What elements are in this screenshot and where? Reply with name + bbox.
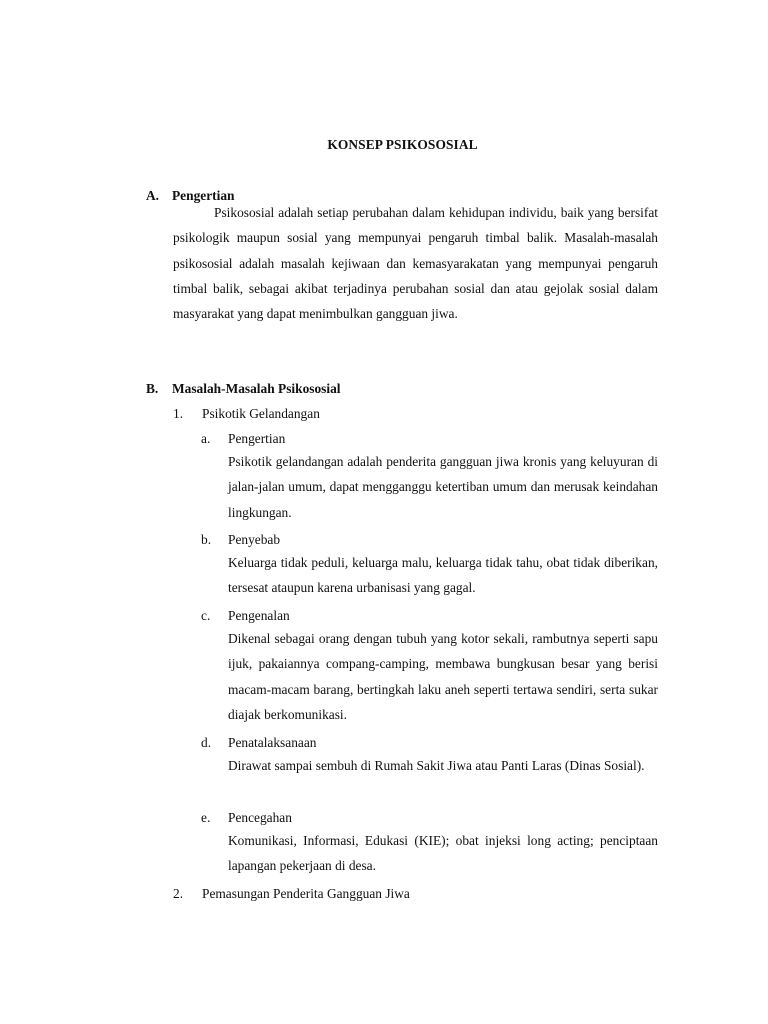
subitem-text: Dikenal sebagai orang dengan tubuh yang kotor sekali, rambutnya seperti sapu ijuk, pakaiannya compang-camping, membawa bungkusan besar yang berisi macam-macam barang, bertingkah laku aneh seperti tertawa sendiri, serta sukar diajak berkomunikasi.: [228, 631, 658, 722]
section-b-title: Masalah-Masalah Psikososial: [172, 381, 341, 396]
subitem-text: Dirawat sampai sembuh di Rumah Sakit Jiwa atau Panti Laras (Dinas Sosial).: [228, 758, 645, 773]
list-item-label: Psikotik Gelandangan: [202, 406, 320, 421]
subitem-text: Komunikasi, Informasi, Edukasi (KIE); obat injeksi long acting; penciptaan lapangan pekerjaan di desa.: [228, 833, 658, 874]
section-a-letter: A.: [146, 188, 160, 203]
list-item-2: [173, 884, 658, 904]
subitem-label: Penatalaksanaan: [228, 735, 317, 750]
subitem-label: Pencegahan: [228, 810, 292, 825]
subitem-text: Keluarga tidak peduli, keluarga malu, keluarga tidak tahu, obat tidak diberikan, tersesat ataupun karena urbanisasi yang gagal.: [228, 555, 658, 596]
subitem-pengenalan: [201, 606, 658, 727]
subitem-label: Pengenalan: [228, 608, 290, 623]
list-item-number: 2.: [173, 886, 184, 901]
section-b-heading: [146, 379, 658, 399]
subitem-letter: b.: [201, 532, 212, 547]
section-a-paragraph: Psikososial adalah setiap perubahan dalam kehidupan individu, baik yang bersifat psikologik maupun sosial yang mempunyai pengaruh timbal balik. Masalah-masalah psikososial adalah masalah kejiwaan dan kemasyarakatan yang mempunyai pengaruh timbal balik, sebagai akibat terjadinya perubahan sosial dan atau gejolak sosial dalam masyarakat yang dapat menimbulkan gangguan jiwa.: [173, 205, 658, 322]
list-item-1: [173, 404, 658, 424]
subitem-letter: a.: [201, 431, 211, 446]
subitem-letter: e.: [201, 810, 211, 825]
subitem-pencegahan: [201, 808, 658, 879]
page-title: KONSEP PSIKOSOSIAL: [327, 137, 478, 152]
subitem-letter: c.: [201, 608, 211, 623]
subitem-letter: d.: [201, 735, 212, 750]
section-b-letter: B.: [146, 381, 159, 396]
section-a-title: Pengertian: [172, 188, 235, 203]
subitem-penatalaksanaan: [201, 733, 658, 778]
subitem-pengertian: [201, 429, 658, 525]
list-item-number: 1.: [173, 406, 184, 421]
list-item-label: Pemasungan Penderita Gangguan Jiwa: [202, 886, 410, 901]
subitem-penyebab: [201, 530, 658, 601]
subitem-label: Pengertian: [228, 431, 286, 446]
subitem-label: Penyebab: [228, 532, 281, 547]
subitem-text: Psikotik gelandangan adalah penderita gangguan jiwa kronis yang keluyuran di jalan-jalan umum, dapat mengganggu ketertiban umum dan merusak keindahan lingkungan.: [228, 454, 658, 520]
